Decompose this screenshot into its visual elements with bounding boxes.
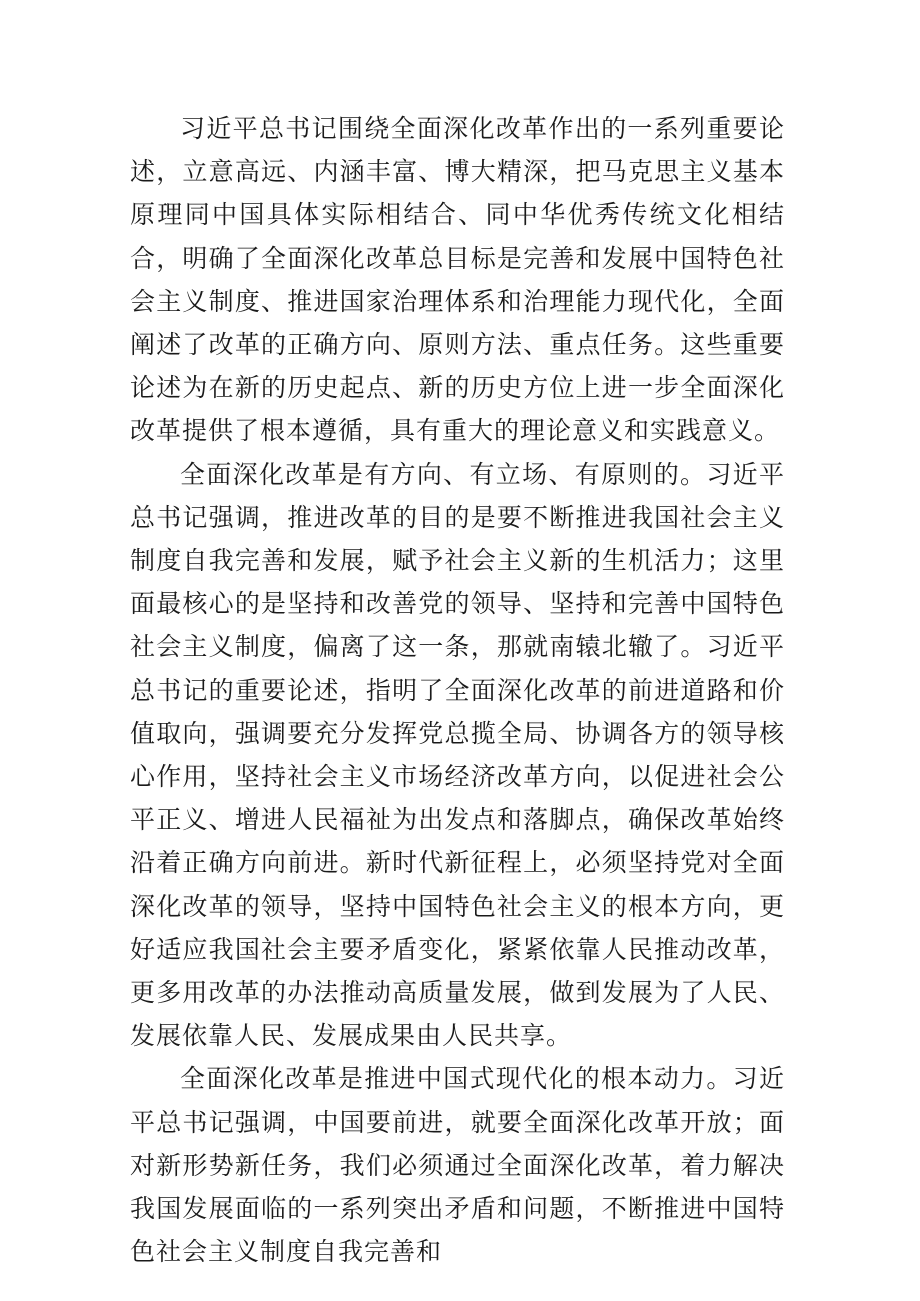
document-body xyxy=(130,107,785,1273)
paragraph-2: 全面深化改革是有方向、有立场、有原则的。习近平总书记强调，推进改革的目的是要不断推进我国社会主义制度自我完善和发展，赋予社会主义新的生机活力；这里面最核心的是坚持和改善党的领导、坚持和完善中国特色社会主义制度，偏离了这一条，那就南辕北辙了。习近平总书记的重要论述，指明了全面深化改革的前进道路和价值取向，强调要充分发挥党总揽全局、协调各方的领导核心作用，坚持社会主义市场经济改革方向，以促进社会公平正义、增进人民福祉为出发点和落脚点，确保改革始终沿着正确方向前进。新时代新征程上，必须坚持党对全面深化改革的领导，坚持中国特色社会主义的根本方向，更好适应我国社会主要矛盾变化，紧紧依靠人民推动改革，更多用改革的办法推动高质量发展，做到发展为了人民、发展依靠人民、发展成果由人民共享。 xyxy=(130,459,785,1051)
paragraph-3: 全面深化改革是推进中国式现代化的根本动力。习近平总书记强调，中国要前进，就要全面深化改革开放；面对新形势新任务，我们必须通过全面深化改革，着力解决我国发展面临的一系列突出矛盾和问题，不断推进中国特色社会主义制度自我完善和 xyxy=(130,1064,785,1267)
paragraph-1: 习近平总书记围绕全面深化改革作出的一系列重要论述，立意高远、内涵丰富、博大精深，把马克思主义基本原理同中国具体实际相结合、同中华优秀传统文化相结合，明确了全面深化改革总目标是完善和发展中国特色社会主义制度、推进国家治理体系和治理能力现代化，全面阐述了改革的正确方向、原则方法、重点任务。这些重要论述为在新的历史起点、新的历史方位上进一步全面深化改革提供了根本遵循，具有重大的理论意义和实践意义。 xyxy=(130,114,785,446)
